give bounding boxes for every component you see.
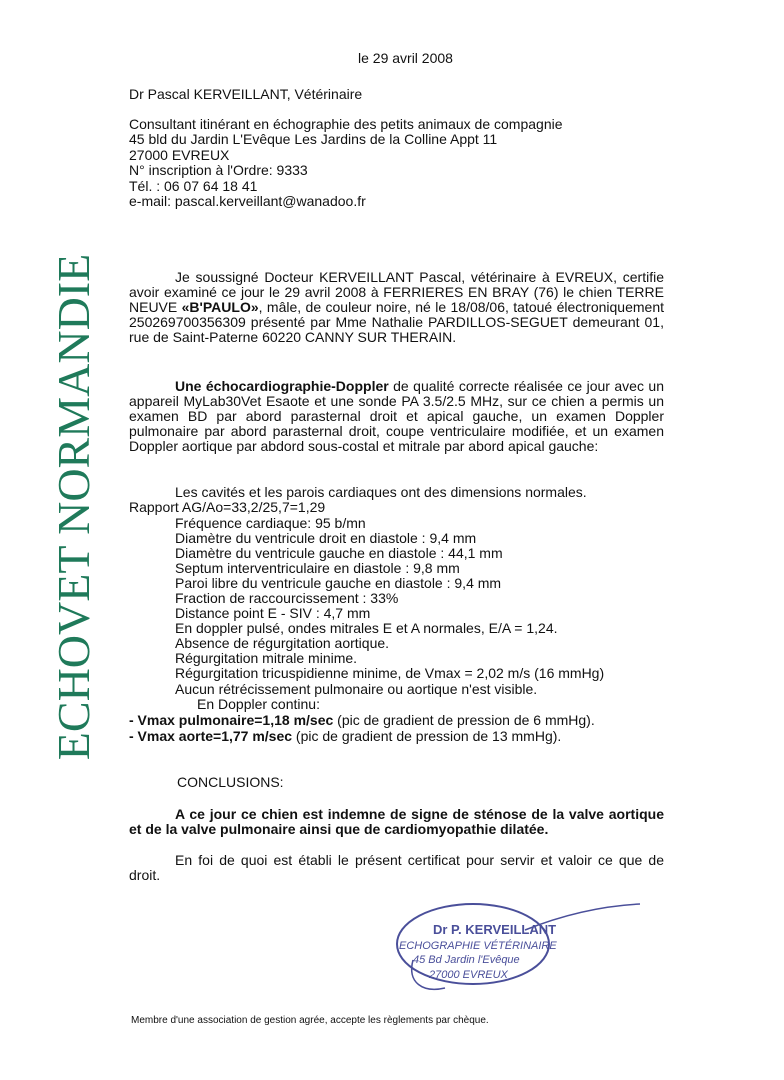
vet-address: 45 bld du Jardin L'Evêque Les Jardins de la Colline Appt 11 bbox=[129, 131, 498, 148]
veterinary-stamp bbox=[385, 898, 645, 1000]
measure-tricuspid-regurgitation: Régurgitation tricuspidienne minime, de Vmax = 2,02 m/s (16 mmHg) bbox=[175, 665, 605, 682]
measure-shortening-fraction: Fraction de raccourcissement : 33% bbox=[175, 590, 399, 607]
measure-pulsed-doppler: En doppler pulsé, ondes mitrales E et A normales, E/A = 1,24. bbox=[175, 620, 558, 637]
measure-no-stenosis: Aucun rétrécissement pulmonaire ou aortique n'est visible. bbox=[175, 680, 538, 697]
measure-rv-diameter: Diamètre du ventricule droit en diastole : 9,4 mm bbox=[175, 530, 477, 547]
vmax-pulmonary-value: - Vmax pulmonaire=1,18 m/sec bbox=[129, 712, 334, 728]
measure-mitral-regurgitation: Régurgitation mitrale minime. bbox=[175, 650, 358, 667]
stamp-line-2: ECHOGRAPHIE VÉTÉRINAIRE bbox=[399, 940, 557, 952]
vet-city: 27000 EVREUX bbox=[129, 146, 230, 163]
vmax-aorta bbox=[129, 729, 561, 744]
vet-email: e-mail: pascal.kerveillant@wanadoo.fr bbox=[129, 193, 366, 210]
dog-name: «B'PAULO» bbox=[181, 299, 259, 315]
cavities-statement: Les cavités et les parois cardiaques ont des dimensions normales. bbox=[175, 484, 587, 500]
measure-aortic-regurgitation: Absence de régurgitation aortique. bbox=[175, 635, 390, 652]
footer-note: Membre d'une association de gestion agrée, accepte les règlements par chèque. bbox=[131, 1015, 489, 1026]
closing-statement: En foi de quoi est établi le présent certificat pour servir et valoir ce que de droit. bbox=[129, 852, 664, 883]
measure-heart-rate: Fréquence cardiaque: 95 b/mn bbox=[175, 515, 366, 531]
measure-septum: Septum interventriculaire en diastole : 9,8 mm bbox=[175, 560, 460, 577]
measure-lv-wall: Paroi libre du ventricule gauche en diastole : 9,4 mm bbox=[175, 575, 502, 592]
measure-lv-diameter: Diamètre du ventricule gauche en diastole : 44,1 mm bbox=[175, 545, 503, 562]
ratio-ag-ao: Rapport AG/Ao=33,2/25,7=1,29 bbox=[129, 499, 326, 515]
vmax-pulmonary-detail: (pic de gradient de pression de 6 mmHg). bbox=[333, 712, 595, 728]
conclusion-statement: A ce jour ce chien est indemne de signe de sténose de la valve aortique et de la valve pulmonaire ainsi que de cardiomyopathie dilatée. bbox=[129, 806, 664, 837]
exam-description: de qualité correcte réalisée ce jour avec un appareil MyLab30Vet Esaote et une sonde PA 3.5/2.5 MHz, sur ce chien a permis un examen BD par abord parasternal droit et apical gauche, un examen Doppler pulmonaire par abord parasternal droit, coupe ventriculaire modifiée, et un examen Doppler aortique par abdord sous-costal et mitrale par abord apical gauche: bbox=[129, 378, 664, 454]
certification-paragraph bbox=[129, 270, 664, 345]
stamp-line-4: 27000 EVREUX bbox=[429, 969, 508, 981]
conclusions-title: CONCLUSIONS: bbox=[177, 774, 284, 790]
vet-phone: Tél. : 06 07 64 18 41 bbox=[129, 177, 258, 194]
vet-order-number: N° inscription à l'Ordre: 9333 bbox=[129, 162, 308, 179]
certification-text-b: , mâle, de couleur noire, né le 18/08/06, tatoué électroniquement 250269700356309 présenté par Mme Nathalie PARDILLOS-SEGUET demeurant 01, rue de Saint-Paterne 60220 CANNY SUR THERAIN. bbox=[129, 299, 664, 345]
conclusion-text bbox=[129, 807, 664, 837]
document-date: le 29 avril 2008 bbox=[358, 50, 453, 66]
vet-contact-block bbox=[129, 117, 649, 209]
certification-text-a: Je soussigné Docteur KERVEILLANT Pascal, vétérinaire à EVREUX, certifie avoir examiné ce jour le 29 avril 2008 à FERRIERES EN BRAY (76) le chien TERRE NEUVE bbox=[129, 269, 664, 315]
measure-epss: Distance point E - SIV : 4,7 mm bbox=[175, 605, 371, 622]
vet-name: Dr Pascal KERVEILLANT, Vétérinaire bbox=[129, 86, 363, 102]
closing-paragraph bbox=[129, 853, 664, 883]
vmax-aorta-value: - Vmax aorte=1,77 m/sec bbox=[129, 728, 293, 744]
vmax-pulmonary bbox=[129, 713, 595, 728]
exam-type: Une échocardiographie-Doppler bbox=[175, 378, 389, 394]
echovet-vertical-text: ECHOVET NORMANDIE bbox=[48, 253, 99, 761]
echovet-vertical-logo bbox=[44, 242, 104, 772]
continuous-doppler-title: En Doppler continu: bbox=[197, 696, 320, 712]
exam-paragraph bbox=[129, 379, 664, 454]
measurements-list bbox=[175, 516, 604, 697]
vet-title: Consultant itinérant en échographie des petits animaux de compagnie bbox=[129, 116, 563, 132]
stamp-line-3: 45 Bd Jardin l'Evêque bbox=[413, 954, 520, 966]
stamp-line-1: Dr P. KERVEILLANT bbox=[433, 922, 557, 937]
vmax-aorta-detail: (pic de gradient de pression de 13 mmHg). bbox=[292, 728, 562, 744]
